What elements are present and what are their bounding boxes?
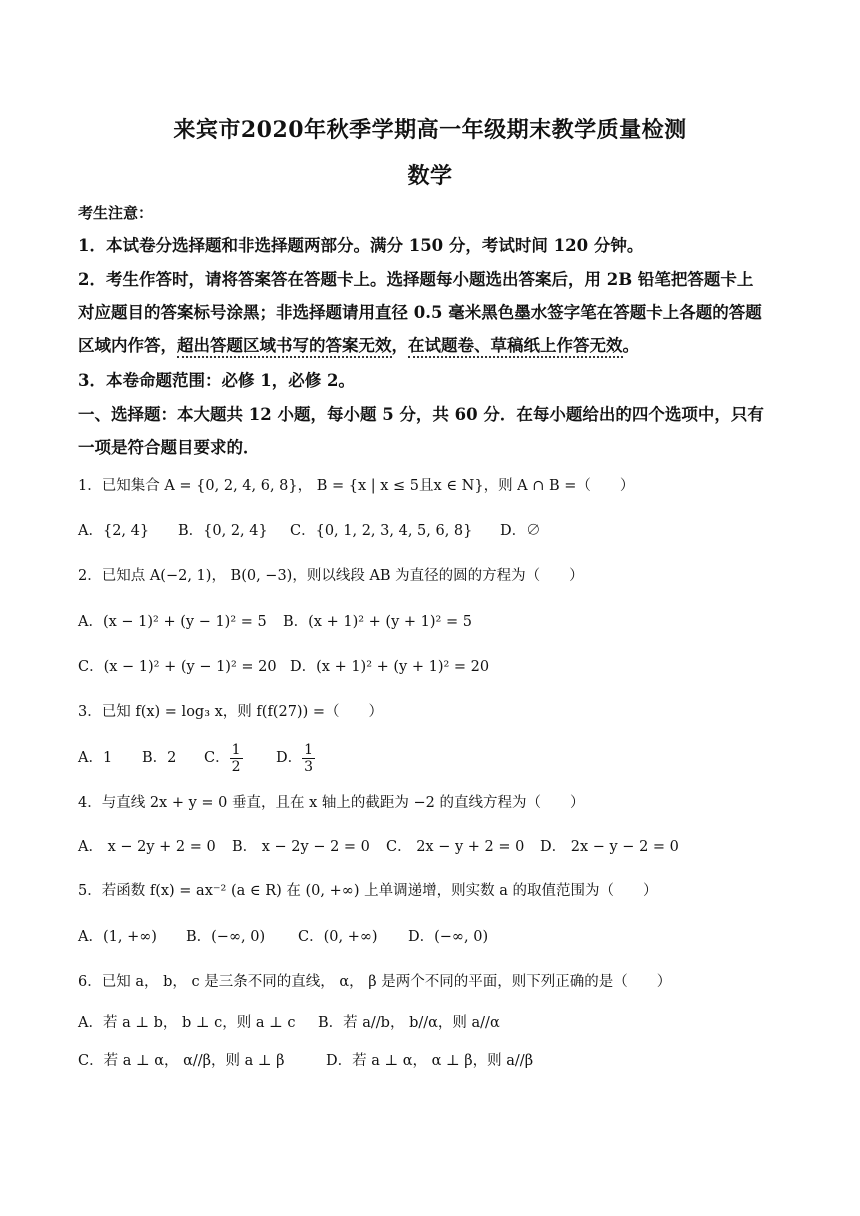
fraction-numerator: 1 — [304, 741, 314, 758]
fraction — [302, 742, 315, 775]
option-label: C． — [204, 750, 230, 766]
option-d — [276, 740, 315, 776]
notice-item-2-line-2: 对应题目的答案标号涂黑；非选择题请用直径 0.5 毫米黑色墨水签字笔在答题卡上各题的答题 — [78, 303, 762, 322]
notice-item-2-line-3 — [78, 336, 788, 356]
option-a: A．1 — [78, 750, 113, 766]
question-4-options — [78, 836, 788, 858]
option-c: C．(x − 1)² + (y − 1)² = 20 — [78, 659, 277, 675]
section-1-instructions-line-1: 一、选择题：本大题共 12 小题，每小题 5 分，共 60 分．在每小题给出的四个选项中，只有 — [78, 405, 764, 424]
option-c: C．若 a ⊥ α， α//β，则 a ⊥ β — [78, 1053, 285, 1069]
option-a: A．(1, +∞) — [78, 929, 157, 945]
exam-subject: 数学 — [407, 163, 453, 189]
option-c: C． 2x − y + 2 = 0 — [386, 839, 525, 855]
option-a: A．{2, 4} — [78, 523, 150, 539]
option-b: B．(x + 1)² + (y + 1)² = 5 — [283, 614, 472, 630]
option-b: B．若 a//b， b//α，则 a//α — [318, 1015, 500, 1031]
option-c: C．{0, 1, 2, 3, 4, 5, 6, 8} — [290, 523, 473, 539]
option-c — [204, 740, 276, 776]
notice-text: 区域内作答， — [78, 336, 177, 355]
section-1-instructions-line-2: 一项是符合题目要求的． — [78, 438, 260, 457]
option-d: D．(x + 1)² + (y + 1)² = 20 — [290, 659, 490, 675]
notice-item-2-line-1: 2．考生作答时，请将答案答在答题卡上。选择题每小题选出答案后，用 2B 铅笔把答题卡上 — [78, 270, 754, 289]
option-d: D．若 a ⊥ α， α ⊥ β，则 a//β — [326, 1053, 534, 1069]
option-a: A．(x − 1)² + (y − 1)² = 5 — [78, 614, 267, 630]
question-1-options — [78, 520, 788, 542]
option-b: B．2 — [142, 750, 177, 766]
notice-text: 。 — [622, 336, 639, 355]
fraction-numerator: 1 — [231, 741, 241, 758]
question-6-options-row-2 — [78, 1050, 788, 1072]
emphasis-text: 在试题卷、草稿纸上作答无效 — [408, 336, 623, 358]
notice-item-3: 3．本卷命题范围：必修 1，必修 2。 — [78, 371, 355, 390]
fraction — [230, 742, 243, 775]
emphasis-text: 超出答题区域书写的答案无效 — [177, 336, 392, 358]
notice-item-1: 1．本试卷分选择题和非选择题两部分。满分 150 分，考试时间 120 分钟。 — [78, 236, 644, 255]
exam-title: 来宾市2020年秋季学期高一年级期末教学质量检测 — [173, 117, 687, 143]
question-1-stem: 1．已知集合 A = {0, 2, 4, 6, 8}， B = {x | x ≤ 5且x ∈ N}，则 A ∩ B =（ ） — [78, 478, 635, 494]
notice-heading: 考生注意： — [78, 204, 154, 222]
option-label: D． — [276, 750, 303, 766]
question-6-stem: 6．已知 a， b， c 是三条不同的直线， α， β 是两个不同的平面，则下列正确的是（ ） — [78, 974, 672, 990]
question-4-stem: 4．与直线 2x + y = 0 垂直，且在 x 轴上的截距为 −2 的直线方程为（ ） — [78, 795, 585, 811]
option-d: D．∅ — [500, 523, 541, 539]
option-d: D． 2x − y − 2 = 0 — [540, 839, 679, 855]
option-a: A． x − 2y + 2 = 0 — [78, 839, 216, 855]
option-d: D．(−∞, 0) — [408, 929, 489, 945]
fraction-denominator: 3 — [304, 758, 314, 775]
option-c: C．(0, +∞) — [298, 929, 378, 945]
fraction-denominator: 2 — [231, 758, 241, 775]
question-2-options-row-2 — [78, 656, 788, 678]
option-b: B．(−∞, 0) — [186, 929, 266, 945]
option-b: B． x − 2y − 2 = 0 — [232, 839, 370, 855]
question-6-options-row-1 — [78, 1012, 788, 1034]
question-2-stem: 2．已知点 A(−2, 1)， B(0, −3)，则以线段 AB 为直径的圆的方程为（ ） — [78, 568, 584, 584]
question-3-options — [78, 740, 788, 776]
notice-text: ， — [391, 336, 408, 355]
option-b: B．{0, 2, 4} — [178, 523, 268, 539]
question-5-stem: 5．若函数 f(x) = ax⁻² (a ∈ R) 在 (0, +∞) 上单调递增，则实数 a 的取值范围为（ ） — [78, 883, 658, 899]
question-5-options — [78, 926, 788, 948]
question-3-stem: 3．已知 f(x) = log₃ x，则 f(f(27)) =（ ） — [78, 704, 383, 720]
option-a: A．若 a ⊥ b， b ⊥ c，则 a ⊥ c — [78, 1015, 296, 1031]
question-2-options-row-1 — [78, 611, 788, 633]
